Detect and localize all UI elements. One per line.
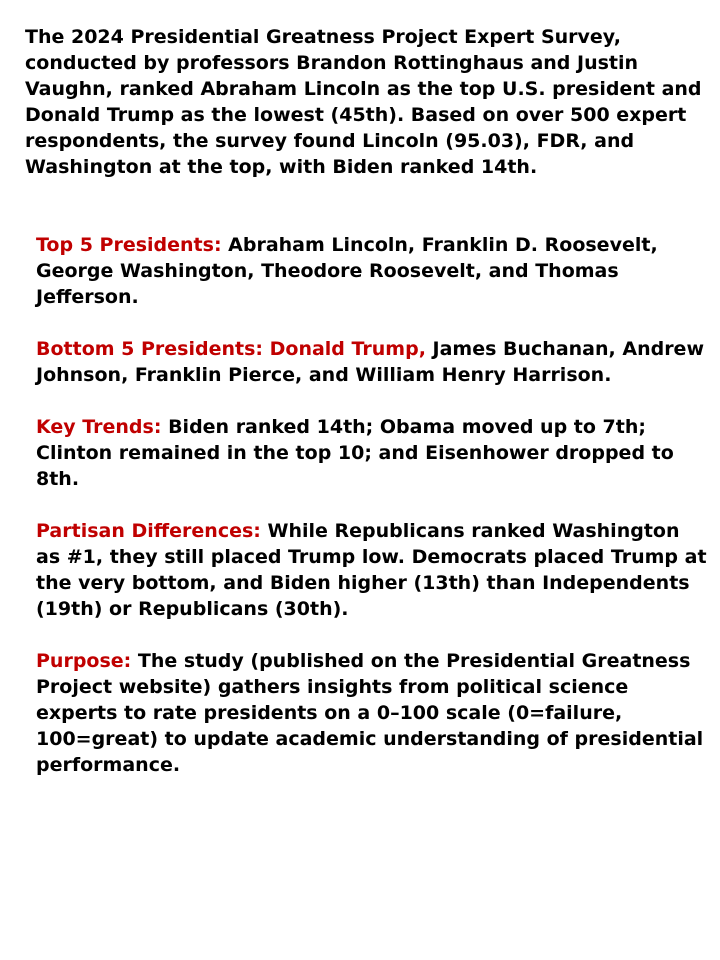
bullet-text: Biden ranked 14th; Obama moved up to 7th; Clinton remained in the top 10; and Eisenhower dropped to 8th. xyxy=(36,416,674,490)
bullet-purpose xyxy=(36,648,708,778)
bullet-key-trends xyxy=(36,414,708,492)
bullet-label: Bottom 5 Presidents: Donald Trump, xyxy=(36,338,426,360)
bullet-label: Top 5 Presidents: xyxy=(36,234,222,256)
bullet-text: The study (published on the Presidential Greatness Project website) gathers insights from political science experts to rate presidents on a 0–100 scale (0=failure, 100=great) to update academic understanding of presidential performance. xyxy=(36,650,704,776)
bullet-label: Purpose: xyxy=(36,650,132,672)
bullet-text: While Republicans ranked Washington as #1, they still placed Trump low. Democrats placed Trump at the very bottom, and Biden higher (13th) than Independents (19th) or Republicans (30th). xyxy=(36,520,707,620)
bullet-text: James Buchanan, Andrew Johnson, Franklin Pierce, and William Henry Harrison. xyxy=(36,338,705,386)
bullet-partisan-differences xyxy=(36,518,708,622)
bullet-bottom-5 xyxy=(36,336,708,388)
bullet-text: Abraham Lincoln, Franklin D. Roosevelt, George Washington, Theodore Roosevelt, and Thomas Jefferson. xyxy=(36,234,658,308)
bullet-label: Partisan Differences: xyxy=(36,520,261,542)
bullet-label: Key Trends: xyxy=(36,416,162,438)
bullet-list xyxy=(36,232,708,804)
intro-paragraph: The 2024 Presidential Greatness Project Expert Survey, conducted by professors Brandon Rottinghaus and Justin Vaughn, ranked Abraham Lincoln as the top U.S. president and Donald Trump as the lowest (45th). Based on over 500 expert respondents, the survey found Lincoln (95.03), FDR, and Washington at the top, with Biden ranked 14th. xyxy=(25,26,702,178)
bullet-top-5 xyxy=(36,232,708,310)
